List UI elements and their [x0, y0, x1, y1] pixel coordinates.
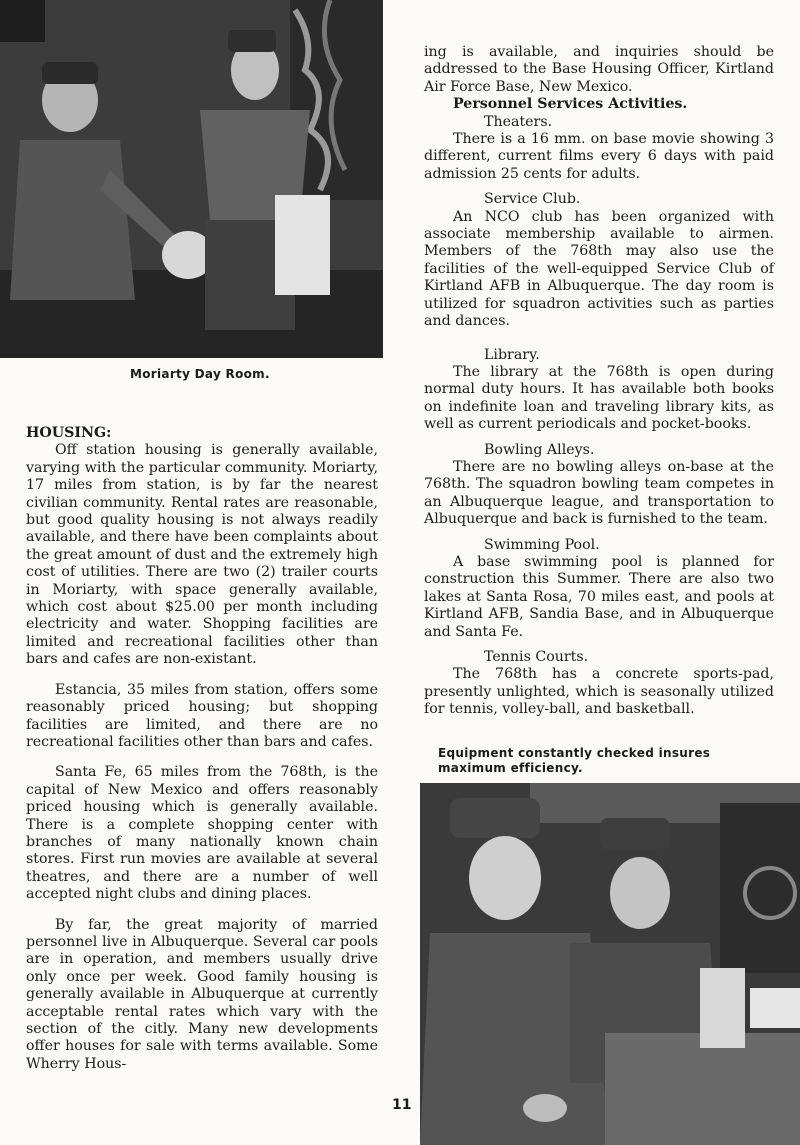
- housing-paragraph-santa-fe: Santa Fe, 65 miles from the 768th, is the capital of New Mexico and offers reasonably priced housing which is generally available. There is a complete shopping center with branches of many nationally known chain stores. First run movies are available at several theatres, and there are a number of well accepted night clubs and dining places.: [26, 764, 378, 903]
- service-club-title: Service Club.: [484, 191, 581, 208]
- housing-heading: HOUSING:: [26, 425, 112, 441]
- housing-paragraph-albuquerque: By far, the great majority of married personnel live in Albuquerque. Several car pools are in operation, and members usually drive only once per week. Good family housing is generally available in Albuquerque at currently acceptable rental rates which vary with the section of the citly. Many new developments offer houses for sale with terms available. Some Wherry Hous-: [26, 916, 378, 1072]
- housing-column: [26, 425, 378, 1073]
- housing-paragraph-estancia: Estancia, 35 miles from station, offers some reasonably priced housing; but shopping facilities are limited, and there are no recreational facilities other than bars and cafes.: [26, 681, 378, 750]
- equipment-photo-caption: Equipment constantly checked insures maximum efficiency.: [438, 746, 711, 775]
- services-section-title: Personnel Services Activities.: [453, 96, 688, 113]
- swimming-text: A base swimming pool is planned for construction this Summer. There are also two lakes at Santa Rosa, 70 miles east, and pools at Kirtland AFB, Sandia Base, and in Albuquerque and Santa Fe.: [424, 553, 774, 640]
- theaters-text: There is a 16 mm. on base movie showing 3 different, current films every 6 days with paid admission 25 cents for adults.: [424, 131, 774, 182]
- swimming-title: Swimming Pool.: [484, 536, 600, 553]
- tennis-title: Tennis Courts.: [484, 649, 589, 665]
- housing-continuation: ing is available, and inquiries should be addressed to the Base Housing Officer, Kirtland Air Force Base, New Mexico.: [424, 44, 774, 95]
- theaters-title: Theaters.: [484, 113, 553, 130]
- library-title: Library.: [484, 346, 540, 363]
- day-room-photo-caption: Moriarty Day Room.: [130, 367, 270, 381]
- services-column: [424, 44, 774, 719]
- page-number: 11: [392, 1097, 412, 1113]
- library-text: The library at the 768th is open during normal duty hours. It has available both books on indefinite loan and traveling library kits, as well as current periodicals and pocket-books.: [424, 363, 774, 433]
- housing-paragraph-moriarty: Off station housing is generally available, varying with the particular community. Moriarty, 17 miles from station, is by far the nearest civilian community. Rental rates are reasonable, but good quality housing is not always readily available, and there have been complaints about the great amount of dust and the extremely high cost of utilities. There are two (2) trailer courts in Moriarty, with space generally available, which cost about $25.00 per month including electricity and water. Shopping facilities are limited and recreational facilities other than bars and cafes are non-existant.: [26, 442, 378, 668]
- bowling-title: Bowling Alleys.: [484, 441, 595, 458]
- equipment-photo: [420, 783, 800, 1145]
- day-room-photo: [0, 0, 383, 358]
- bowling-text: There are no bowling alleys on-base at the 768th. The squadron bowling team competes in an Albuquerque league, and transportation to Albuquerque and back is furnished to the team.: [424, 458, 774, 528]
- tennis-text: The 768th has a concrete sports-pad, presently unlighted, which is seasonally utilized for tennis, volley-ball, and basketball.: [424, 666, 774, 718]
- service-club-text: An NCO club has been organized with associate membership available to airmen. Members of the 768th may also use the facilities of the well-equipped Service Club of Kirtland AFB in Albuquerque. The day room is utilized for squadron activities such as parties and dances.: [424, 208, 774, 330]
